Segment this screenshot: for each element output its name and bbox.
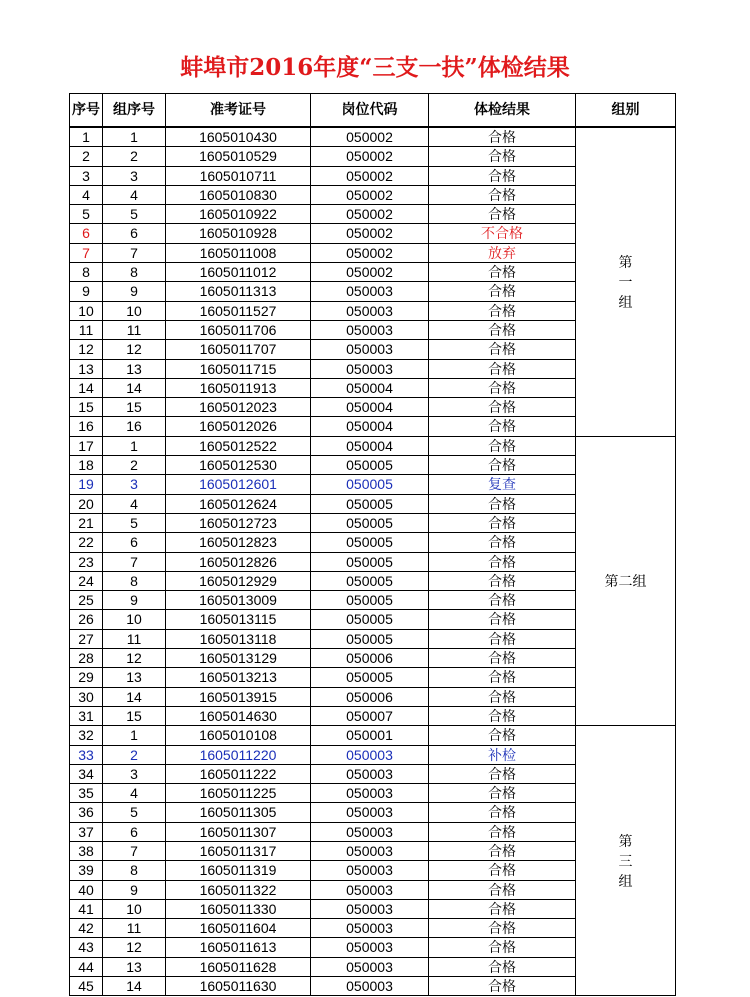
cell-result: 合格: [429, 668, 576, 687]
cell-seq: 15: [70, 398, 103, 417]
cell-seq: 33: [70, 745, 103, 764]
cell-group-seq: 3: [103, 475, 166, 494]
cell-seq: 30: [70, 687, 103, 706]
cell-result: 合格: [429, 629, 576, 648]
cell-post-code: 050002: [311, 243, 429, 262]
cell-group-seq: 2: [103, 745, 166, 764]
cell-seq: 21: [70, 513, 103, 532]
cell-exam-number: 1605011220: [166, 745, 311, 764]
cell-group-seq: 4: [103, 784, 166, 803]
cell-post-code: 050002: [311, 224, 429, 243]
cell-seq: 43: [70, 938, 103, 957]
cell-result: 合格: [429, 533, 576, 552]
cell-group-seq: 14: [103, 977, 166, 996]
cell-post-code: 050003: [311, 938, 429, 957]
cell-result: 合格: [429, 899, 576, 918]
cell-post-code: 050003: [311, 784, 429, 803]
cell-post-code: 050004: [311, 378, 429, 397]
cell-exam-number: 1605012023: [166, 398, 311, 417]
cell-group-seq: 7: [103, 552, 166, 571]
cell-result: 合格: [429, 282, 576, 301]
cell-result: 合格: [429, 398, 576, 417]
cell-group-seq: 2: [103, 456, 166, 475]
cell-exam-number: 1605011330: [166, 899, 311, 918]
cell-result: 合格: [429, 687, 576, 706]
cell-result: 合格: [429, 822, 576, 841]
cell-group-seq: 5: [103, 513, 166, 532]
cell-group-seq: 8: [103, 861, 166, 880]
cell-post-code: 050005: [311, 591, 429, 610]
cell-result: 合格: [429, 494, 576, 513]
cell-post-code: 050003: [311, 301, 429, 320]
cell-result: 合格: [429, 378, 576, 397]
cell-group-seq: 10: [103, 301, 166, 320]
cell-post-code: 050005: [311, 513, 429, 532]
cell-group-seq: 9: [103, 282, 166, 301]
header-exam-number: 准考证号: [166, 94, 311, 128]
cell-exam-number: 1605010830: [166, 185, 311, 204]
cell-result: 合格: [429, 301, 576, 320]
cell-group-seq: 6: [103, 822, 166, 841]
cell-group-seq: 16: [103, 417, 166, 436]
cell-group-seq: 15: [103, 706, 166, 725]
cell-post-code: 050003: [311, 977, 429, 996]
cell-post-code: 050004: [311, 398, 429, 417]
cell-exam-number: 1605011012: [166, 263, 311, 282]
cell-post-code: 050005: [311, 475, 429, 494]
cell-group-seq: 11: [103, 919, 166, 938]
cell-seq: 26: [70, 610, 103, 629]
cell-post-code: 050003: [311, 282, 429, 301]
cell-seq: 27: [70, 629, 103, 648]
cell-group-seq: 1: [103, 436, 166, 455]
cell-post-code: 050003: [311, 340, 429, 359]
cell-group-seq: 12: [103, 649, 166, 668]
cell-exam-number: 1605011317: [166, 841, 311, 860]
cell-seq: 20: [70, 494, 103, 513]
cell-result: 合格: [429, 610, 576, 629]
cell-group-seq: 12: [103, 938, 166, 957]
cell-exam-number: 1605011319: [166, 861, 311, 880]
cell-result: 合格: [429, 320, 576, 339]
cell-post-code: 050002: [311, 166, 429, 185]
cell-post-code: 050003: [311, 320, 429, 339]
cell-seq: 23: [70, 552, 103, 571]
cell-group-seq: 2: [103, 147, 166, 166]
cell-group-seq: 9: [103, 880, 166, 899]
cell-result: 合格: [429, 591, 576, 610]
cell-post-code: 050003: [311, 841, 429, 860]
cell-exam-number: 1605012823: [166, 533, 311, 552]
cell-exam-number: 1605012601: [166, 475, 311, 494]
cell-result: 合格: [429, 938, 576, 957]
cell-result: 合格: [429, 263, 576, 282]
cell-group-seq: 13: [103, 668, 166, 687]
cell-exam-number: 1605011307: [166, 822, 311, 841]
cell-exam-number: 1605010108: [166, 726, 311, 745]
cell-seq: 44: [70, 957, 103, 976]
cell-exam-number: 1605011630: [166, 977, 311, 996]
cell-seq: 39: [70, 861, 103, 880]
cell-group-seq: 9: [103, 591, 166, 610]
cell-seq: 16: [70, 417, 103, 436]
cell-result: 合格: [429, 919, 576, 938]
group-label-vertical: 第一组: [618, 253, 633, 310]
cell-seq: 3: [70, 166, 103, 185]
table-row: [70, 436, 676, 455]
cell-seq: 41: [70, 899, 103, 918]
cell-result: 合格: [429, 205, 576, 224]
cell-result: 合格: [429, 185, 576, 204]
table-header: [70, 94, 676, 128]
cell-result: 合格: [429, 417, 576, 436]
cell-exam-number: 1605011322: [166, 880, 311, 899]
cell-group-seq: 11: [103, 320, 166, 339]
cell-exam-number: 1605011628: [166, 957, 311, 976]
cell-exam-number: 1605013009: [166, 591, 311, 610]
cell-post-code: 050005: [311, 571, 429, 590]
cell-result: 放弃: [429, 243, 576, 262]
cell-result: 合格: [429, 841, 576, 860]
cell-exam-number: 1605011305: [166, 803, 311, 822]
cell-post-code: 050003: [311, 822, 429, 841]
cell-result: 合格: [429, 726, 576, 745]
cell-post-code: 050006: [311, 649, 429, 668]
cell-group-seq: 5: [103, 205, 166, 224]
header-group-seq: 组序号: [103, 94, 166, 128]
cell-seq: 37: [70, 822, 103, 841]
cell-group-seq: 12: [103, 340, 166, 359]
group-label: [576, 127, 676, 436]
cell-post-code: 050005: [311, 494, 429, 513]
cell-post-code: 050003: [311, 861, 429, 880]
header-group: 组别: [576, 94, 676, 128]
cell-seq: 11: [70, 320, 103, 339]
cell-post-code: 050005: [311, 552, 429, 571]
cell-seq: 34: [70, 764, 103, 783]
header-result: 体检结果: [429, 94, 576, 128]
cell-seq: 40: [70, 880, 103, 899]
cell-group-seq: 14: [103, 687, 166, 706]
cell-post-code: 050007: [311, 706, 429, 725]
header-row: [70, 94, 676, 128]
results-table: [69, 93, 676, 996]
cell-group-seq: 7: [103, 841, 166, 860]
cell-exam-number: 1605010529: [166, 147, 311, 166]
cell-seq: 2: [70, 147, 103, 166]
cell-result: 复查: [429, 475, 576, 494]
cell-exam-number: 1605010430: [166, 127, 311, 147]
table-row: [70, 127, 676, 147]
cell-group-seq: 6: [103, 224, 166, 243]
cell-result: 合格: [429, 861, 576, 880]
cell-post-code: 050004: [311, 417, 429, 436]
cell-post-code: 050003: [311, 899, 429, 918]
cell-exam-number: 1605011707: [166, 340, 311, 359]
cell-group-seq: 8: [103, 571, 166, 590]
cell-exam-number: 1605011222: [166, 764, 311, 783]
cell-post-code: 050005: [311, 533, 429, 552]
cell-result: 不合格: [429, 224, 576, 243]
cell-result: 合格: [429, 456, 576, 475]
cell-seq: 9: [70, 282, 103, 301]
cell-exam-number: 1605012929: [166, 571, 311, 590]
cell-post-code: 050005: [311, 629, 429, 648]
cell-group-seq: 10: [103, 899, 166, 918]
cell-seq: 4: [70, 185, 103, 204]
cell-post-code: 050002: [311, 205, 429, 224]
table-row: [70, 726, 676, 745]
cell-post-code: 050003: [311, 745, 429, 764]
cell-exam-number: 1605012026: [166, 417, 311, 436]
group-label-vertical: 第三组: [618, 832, 633, 889]
cell-seq: 8: [70, 263, 103, 282]
cell-group-seq: 11: [103, 629, 166, 648]
cell-seq: 1: [70, 127, 103, 147]
cell-result: 合格: [429, 977, 576, 996]
cell-seq: 25: [70, 591, 103, 610]
cell-post-code: 050005: [311, 456, 429, 475]
cell-seq: 29: [70, 668, 103, 687]
cell-post-code: 050002: [311, 147, 429, 166]
cell-group-seq: 13: [103, 957, 166, 976]
cell-result: 合格: [429, 706, 576, 725]
cell-seq: 36: [70, 803, 103, 822]
cell-exam-number: 1605013213: [166, 668, 311, 687]
cell-post-code: 050003: [311, 957, 429, 976]
cell-group-seq: 14: [103, 378, 166, 397]
cell-result: 合格: [429, 571, 576, 590]
cell-exam-number: 1605010928: [166, 224, 311, 243]
cell-exam-number: 1605012522: [166, 436, 311, 455]
cell-seq: 5: [70, 205, 103, 224]
cell-result: 合格: [429, 436, 576, 455]
cell-result: 合格: [429, 764, 576, 783]
cell-result: 补检: [429, 745, 576, 764]
cell-post-code: 050002: [311, 185, 429, 204]
header-seq: 序号: [70, 94, 103, 128]
cell-seq: 13: [70, 359, 103, 378]
cell-seq: 18: [70, 456, 103, 475]
cell-post-code: 050003: [311, 764, 429, 783]
cell-result: 合格: [429, 957, 576, 976]
cell-post-code: 050003: [311, 919, 429, 938]
cell-seq: 7: [70, 243, 103, 262]
cell-result: 合格: [429, 880, 576, 899]
cell-exam-number: 1605010922: [166, 205, 311, 224]
cell-seq: 17: [70, 436, 103, 455]
cell-exam-number: 1605011225: [166, 784, 311, 803]
cell-seq: 10: [70, 301, 103, 320]
cell-result: 合格: [429, 340, 576, 359]
cell-group-seq: 4: [103, 185, 166, 204]
header-post-code: 岗位代码: [311, 94, 429, 128]
cell-exam-number: 1605013129: [166, 649, 311, 668]
cell-exam-number: 1605011613: [166, 938, 311, 957]
cell-group-seq: 10: [103, 610, 166, 629]
cell-seq: 31: [70, 706, 103, 725]
cell-exam-number: 1605012624: [166, 494, 311, 513]
cell-result: 合格: [429, 147, 576, 166]
cell-group-seq: 3: [103, 166, 166, 185]
group-label: 第二组: [576, 436, 676, 725]
cell-exam-number: 1605012826: [166, 552, 311, 571]
cell-exam-number: 1605011604: [166, 919, 311, 938]
cell-exam-number: 1605011715: [166, 359, 311, 378]
cell-post-code: 050005: [311, 610, 429, 629]
cell-seq: 35: [70, 784, 103, 803]
cell-post-code: 050005: [311, 668, 429, 687]
cell-group-seq: 1: [103, 127, 166, 147]
cell-group-seq: 15: [103, 398, 166, 417]
table-body: [70, 127, 676, 996]
cell-result: 合格: [429, 127, 576, 147]
cell-seq: 42: [70, 919, 103, 938]
cell-group-seq: 4: [103, 494, 166, 513]
cell-seq: 28: [70, 649, 103, 668]
cell-seq: 6: [70, 224, 103, 243]
cell-group-seq: 5: [103, 803, 166, 822]
cell-exam-number: 1605013915: [166, 687, 311, 706]
cell-seq: 14: [70, 378, 103, 397]
cell-result: 合格: [429, 803, 576, 822]
cell-exam-number: 1605014630: [166, 706, 311, 725]
cell-seq: 22: [70, 533, 103, 552]
page-title: 蚌埠市2016年度“三支一扶”体检结果: [180, 54, 570, 81]
cell-result: 合格: [429, 649, 576, 668]
cell-post-code: 050003: [311, 359, 429, 378]
cell-exam-number: 1605012723: [166, 513, 311, 532]
cell-post-code: 050002: [311, 263, 429, 282]
group-label: [576, 726, 676, 996]
cell-exam-number: 1605011913: [166, 378, 311, 397]
cell-result: 合格: [429, 784, 576, 803]
cell-result: 合格: [429, 513, 576, 532]
cell-group-seq: 3: [103, 764, 166, 783]
cell-group-seq: 13: [103, 359, 166, 378]
cell-seq: 24: [70, 571, 103, 590]
cell-exam-number: 1605013118: [166, 629, 311, 648]
cell-group-seq: 6: [103, 533, 166, 552]
cell-exam-number: 1605011706: [166, 320, 311, 339]
cell-post-code: 050006: [311, 687, 429, 706]
cell-exam-number: 1605013115: [166, 610, 311, 629]
cell-result: 合格: [429, 552, 576, 571]
cell-exam-number: 1605010711: [166, 166, 311, 185]
cell-result: 合格: [429, 359, 576, 378]
cell-result: 合格: [429, 166, 576, 185]
cell-post-code: 050003: [311, 880, 429, 899]
cell-group-seq: 1: [103, 726, 166, 745]
cell-exam-number: 1605011008: [166, 243, 311, 262]
cell-seq: 38: [70, 841, 103, 860]
cell-seq: 32: [70, 726, 103, 745]
cell-post-code: 050001: [311, 726, 429, 745]
cell-group-seq: 8: [103, 263, 166, 282]
cell-post-code: 050003: [311, 803, 429, 822]
cell-seq: 19: [70, 475, 103, 494]
cell-exam-number: 1605011527: [166, 301, 311, 320]
cell-exam-number: 1605012530: [166, 456, 311, 475]
cell-seq: 12: [70, 340, 103, 359]
cell-post-code: 050002: [311, 127, 429, 147]
cell-group-seq: 7: [103, 243, 166, 262]
cell-post-code: 050004: [311, 436, 429, 455]
cell-exam-number: 1605011313: [166, 282, 311, 301]
cell-seq: 45: [70, 977, 103, 996]
